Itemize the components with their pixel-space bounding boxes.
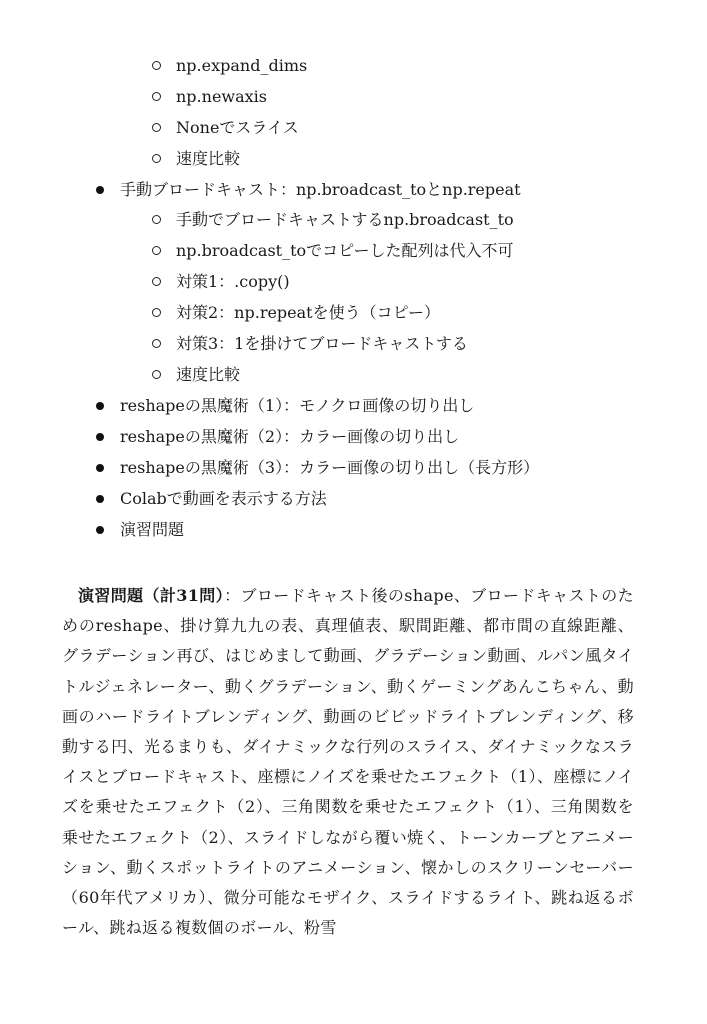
hollow-bullet-icon — [152, 154, 161, 163]
hollow-bullet-icon — [152, 123, 161, 132]
hollow-bullet-icon — [152, 339, 161, 348]
hollow-bullet-icon — [152, 215, 161, 224]
hollow-bullet-icon — [152, 370, 161, 379]
bullet-icon — [96, 464, 104, 472]
hollow-bullet-icon — [152, 92, 161, 101]
document-page: np.expand_dims np.newaxis Noneでスライス 速度比較 手動ブロードキャスト：np.broadcast_toとnp.repeat 手動でブロードキャストするnp.broadcast_to np.broadcast_toでコピーした配列は代入不可 対策1：.copy() 対策2：np.repeatを使う（コピー） 対策3：1を掛けてブロードキャストする 速度比較 reshapeの黒魔術（1）：モノクロ画像の切り出し reshapeの黒魔術（2）：カラー画像の切り出し reshapeの黒魔術（3）：カラー画像の切り出し（長方形） Colabで動画を表示する方法 演習問題 演習問題（計31問）：ブロードキャスト後のshape、ブロードキャストのためのreshape、掛け算九九の表、真理値表、駅間距離、都市間の直線距離、グラデーション再び、はじめまして動画、グラデーション動画、ルパン風タイトルジェネレーター、動くグラデーション、動くゲーミングあんこちゃん、動画のハードライトブレンディング、動画のビビッドライトブレンディング、移動する円、光るまりも、ダイナミックな行列のスライス、ダイナミックなスライスとブロードキャスト、座標にノイズを乗せたエフェクト（1）、座標にノイズを乗せたエフェクト（2）、三角関数を乗せたエフェクト（1）、三角関数を乗せたエフェクト（2）、スライドしながら覆い焼く、トーンカーブとアニメーション、動くスポットライトのアニメーション、懐かしのスクリーンセーバー（60年代アメリカ）、微分可能なモザイク、スライドするライト、跳ね返るボール、跳ね返る複数個のボール、粉雪 — [0, 0, 707, 1024]
bullet-icon — [96, 186, 104, 194]
exercises-heading: 演習問題（計31問） — [78, 586, 225, 605]
hollow-bullet-icon — [152, 61, 161, 70]
bullet-icon — [96, 433, 104, 441]
bullet-icon — [96, 402, 104, 410]
hollow-bullet-icon — [152, 277, 161, 286]
hollow-bullet-icon — [152, 246, 161, 255]
bullet-icon — [96, 495, 104, 503]
hollow-bullet-icon — [152, 308, 161, 317]
exercises-text: ：ブロードキャスト後のshape、ブロードキャストのためのreshape、掛け算九九の表、真理値表、駅間距離、都市間の直線距離、グラデーション再び、はじめまして動画、グラデーション動画、ルパン風タイトルジェネレーター、動くグラデーション、動くゲーミングあんこちゃん、動画のハードライトブレンディング、動画のビビッドライトブレンディング、移動する円、光るまりも、ダイナミックな行列のスライス、ダイナミックなスライスとブロードキャスト、座標にノイズを乗せたエフェクト（1）、座標にノイズを乗せたエフェクト（2）、三角関数を乗せたエフェクト（1）、三角関数を乗せたエフェクト（2）、スライドしながら覆い焼く、トーンカーブとアニメーション、動くスポットライトのアニメーション、懐かしのスクリーンセーバー（60年代アメリカ）、微分可能なモザイク、スライドするライト、跳ね返るボール、跳ね返る複数個のボール、粉雪 — [62, 586, 635, 938]
exercises-paragraph — [62, 581, 634, 943]
bullet-icon — [96, 526, 104, 534]
